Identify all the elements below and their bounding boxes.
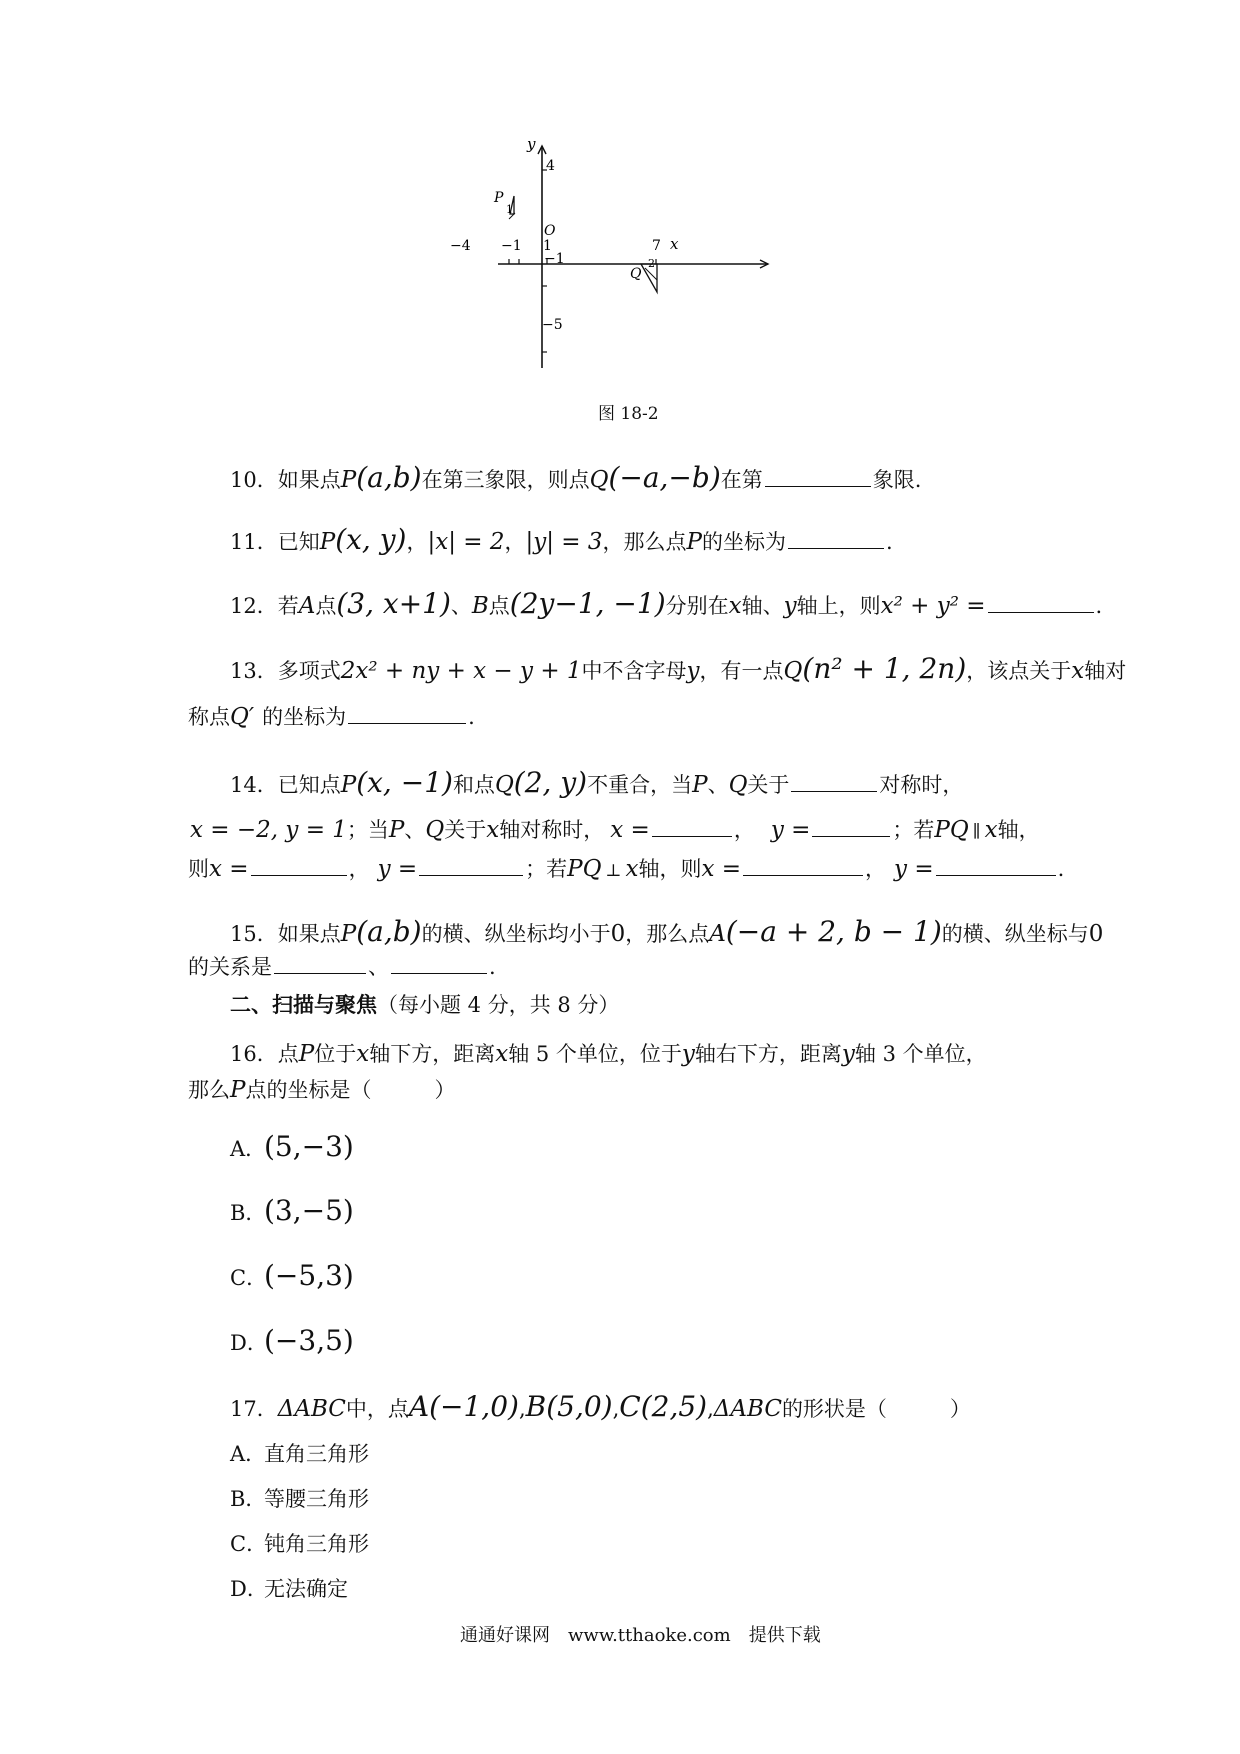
q14-blank-y-perp[interactable] — [936, 857, 1056, 876]
q14-l3-x-eq2: x = — [701, 856, 742, 882]
q10-text-4: 象限. — [872, 468, 922, 492]
q14-l2-text-c: 、 — [404, 818, 426, 842]
q14-text-4: 、 — [707, 773, 729, 797]
question-15-cont — [188, 955, 496, 978]
q14-blank-y-sym[interactable] — [812, 818, 890, 837]
q14-l2-pq: PQ — [934, 817, 969, 843]
q17-point-b: B(5,0) — [525, 1390, 613, 1423]
q14-l3-text-d: 轴，则 — [638, 857, 702, 881]
q16-option-d[interactable] — [230, 1324, 354, 1357]
q11-end: . — [886, 530, 893, 554]
q13-text-4: ，该点关于 — [966, 659, 1072, 683]
q16-option-b-value: (3,−5) — [264, 1194, 354, 1227]
q14-args-2: (2, y) — [513, 766, 588, 799]
q14-text-3: 不重合，当 — [587, 773, 693, 797]
q16-option-a-value: (5,−3) — [264, 1130, 354, 1163]
q16-option-c-value: (−5,3) — [264, 1259, 354, 1292]
q14-blank-x-sym[interactable] — [652, 818, 732, 837]
q16-option-b-label: B． — [230, 1201, 267, 1225]
q14-l2-x2: x — [984, 817, 998, 843]
q10-text-1: 如果点 — [277, 468, 341, 492]
q16-x2: x — [495, 1041, 509, 1067]
question-10 — [230, 461, 922, 494]
q15-zero: 0 — [610, 921, 626, 947]
q13-point-q-prime: Q′ — [230, 704, 255, 730]
q14-l2-text-d: 关于 — [444, 818, 487, 842]
question-14-line-3 — [188, 857, 1064, 881]
q12-text-1: 若 — [277, 594, 299, 618]
q14-number: 14． — [230, 773, 278, 797]
q16-text-3: 轴下方，距离 — [369, 1042, 496, 1066]
point-label-q: Q — [630, 266, 642, 282]
q16-point-p: P — [298, 1041, 315, 1067]
q15-point-a: A — [709, 921, 726, 947]
q14-l3-x: x — [625, 856, 639, 882]
q14-l3-text-b: ， — [348, 857, 370, 881]
q16-option-d-value: (−3,5) — [264, 1324, 354, 1357]
q14-point-p: P — [340, 772, 357, 798]
q17-option-c-label: C． — [230, 1532, 268, 1556]
q13-point-q: Q — [783, 658, 803, 684]
q11-abs-y: |y| = 3 — [525, 529, 603, 555]
q14-l2-text-f: ， — [733, 818, 755, 842]
q11-answer-blank[interactable] — [788, 530, 884, 549]
question-17 — [230, 1390, 971, 1423]
section-2-title: 二、扫描与聚焦 — [230, 993, 377, 1017]
q14-blank-y-par[interactable] — [419, 857, 523, 876]
point-label-one: 1 — [506, 203, 513, 216]
q12-text-5: 分别在 — [665, 594, 729, 618]
q17-option-d[interactable] — [230, 1579, 348, 1600]
question-16-cont — [188, 1079, 455, 1102]
q17-option-a-value: 直角三角形 — [264, 1442, 369, 1466]
q17-point-a: A(−1,0) — [408, 1390, 519, 1423]
q12-text-7: 轴上，则 — [796, 594, 881, 618]
q14-l2-y-eq: y = — [770, 817, 811, 843]
q11-text-2: ，那么点 — [602, 530, 687, 554]
q14-l2-text-b: ；当 — [346, 818, 389, 842]
q14-l2-x: x — [486, 817, 500, 843]
q16-option-c-label: C． — [230, 1266, 268, 1290]
q14-l3-text-a: 则 — [188, 857, 209, 881]
section-2-heading — [230, 995, 619, 1016]
y-tick-label-neg5: −5 — [542, 317, 563, 333]
q12-text-3: 、 — [450, 594, 472, 618]
page-footer: 通通好课网 www.tthaoke.com 提供下载 — [460, 1625, 821, 1646]
y-tick-label-neg1: −1 — [544, 251, 565, 267]
q15-text-1: 如果点 — [277, 922, 341, 946]
q12-text-4: 点 — [488, 594, 510, 618]
q13-text-3: ，有一点 — [699, 659, 784, 683]
q10-point-q: Q — [589, 467, 609, 493]
q17-triangle-2: ΔABC — [713, 1396, 782, 1422]
q16-option-b[interactable] — [230, 1194, 354, 1227]
question-16 — [230, 1043, 987, 1066]
q15-blank-1[interactable] — [274, 955, 366, 974]
q14-l3-text-e: ， — [865, 857, 887, 881]
figure-caption: 图 18-2 — [598, 404, 659, 424]
q14-l3-x-eq: x = — [209, 856, 249, 882]
q10-text-2: 在第三象限，则点 — [421, 468, 590, 492]
q17-option-b-value: 等腰三角形 — [264, 1487, 369, 1511]
q15-blank-2[interactable] — [391, 955, 487, 974]
x-tick-label-1: 1 — [543, 238, 552, 254]
question-15 — [230, 915, 1104, 948]
q16-text-2: 位于 — [314, 1042, 357, 1066]
q17-comma-2: , — [612, 1397, 620, 1421]
q13-text-1: 多项式 — [277, 659, 341, 683]
q16-x: x — [356, 1041, 370, 1067]
q17-option-c-value: 钝角三角形 — [264, 1532, 369, 1556]
q13-y: y — [686, 658, 700, 684]
q15-zero-2: 0 — [1088, 921, 1104, 947]
q11-text-1: 已知 — [277, 530, 320, 554]
question-13-cont — [188, 705, 475, 729]
q17-number: 17． — [230, 1397, 278, 1421]
q15-end: . — [489, 955, 496, 979]
q11-point-p: P — [319, 529, 336, 555]
q16-y: y — [681, 1041, 695, 1067]
q11-args: (x, y) — [335, 523, 407, 556]
question-12 — [230, 587, 1103, 620]
q12-end: . — [1095, 594, 1103, 618]
q12-x: x — [728, 593, 742, 619]
question-14-line-2 — [190, 818, 1040, 842]
q10-args-2: (−a,−b) — [608, 461, 721, 494]
q13-end: . — [468, 705, 475, 729]
q14-blank-axis[interactable] — [791, 773, 877, 792]
q12-text-6: 轴、 — [741, 594, 784, 618]
q16-option-c[interactable] — [230, 1259, 354, 1292]
q14-text-1: 已知点 — [277, 773, 341, 797]
q14-perpendicular-symbol: ⊥ — [605, 861, 622, 881]
q16-number: 16． — [230, 1042, 278, 1066]
q12-number: 12． — [230, 594, 278, 618]
point-label-p: P — [494, 190, 504, 206]
q17-option-b[interactable] — [230, 1489, 369, 1510]
q14-l2-point-q: Q — [425, 817, 445, 843]
q15-args-2: (−a + 2, b − 1) — [725, 915, 942, 948]
coordinate-plane — [450, 135, 780, 380]
q14-point-q: Q — [494, 772, 514, 798]
q15-args-1: (a,b) — [356, 915, 422, 948]
q13-text-6: 称点 — [188, 705, 230, 729]
q14-l2-text-g: ；若 — [892, 818, 935, 842]
q17-point-c: C(2,5) — [619, 1390, 708, 1423]
y-tick-label-4: 4 — [546, 158, 555, 174]
section-2-note: （每小题 4 分，共 8 分） — [377, 993, 620, 1017]
q14-args-1: (x, −1) — [356, 766, 453, 799]
q12-y: y — [783, 593, 797, 619]
q16-option-a[interactable] — [230, 1130, 354, 1163]
q16-y2: y — [841, 1041, 855, 1067]
q12-point-a: A — [298, 593, 316, 619]
q16-point-p2: P — [230, 1077, 246, 1103]
q12-args-1: (3, x+1) — [336, 587, 451, 620]
q17-option-a[interactable] — [230, 1444, 369, 1465]
q14-point-q2: Q — [728, 772, 748, 798]
q14-l3-text-c: ；若 — [525, 857, 568, 881]
q14-l2-text-e: 轴对称时， — [499, 818, 605, 842]
q13-polynomial: 2x² + ny + x − y + 1 — [340, 658, 582, 684]
q17-text-1: 中，点 — [345, 1397, 409, 1421]
q10-number: 10． — [230, 468, 278, 492]
q14-blank-x-perp[interactable] — [743, 857, 863, 876]
q17-option-d-label: D． — [230, 1577, 268, 1601]
q14-l2-x-eq: x = — [610, 817, 650, 843]
question-14 — [230, 766, 964, 799]
coordinate-figure — [450, 135, 780, 380]
q17-triangle-1: ΔABC — [277, 1396, 346, 1422]
q13-text-2: 中不含字母 — [581, 659, 687, 683]
q16-text-6: 轴 3 个单位， — [854, 1042, 987, 1066]
q14-text-5: 关于 — [747, 773, 790, 797]
q16-option-a-label: A． — [230, 1137, 267, 1161]
q14-text-6: 对称时， — [879, 773, 964, 797]
q17-option-b-label: B． — [230, 1487, 267, 1511]
q11-number: 11． — [230, 530, 278, 554]
q17-option-a-label: A． — [230, 1442, 267, 1466]
q10-answer-blank[interactable] — [765, 468, 871, 487]
x-tick-label-neg4: −4 — [450, 238, 471, 254]
x-tick-label-7: 7 — [652, 238, 661, 254]
q11-abs-x: |x| = 2 — [427, 529, 505, 555]
q13-number: 13． — [230, 659, 278, 683]
q16-text-4: 轴 5 个单位，位于 — [508, 1042, 682, 1066]
q17-option-c[interactable] — [230, 1534, 369, 1555]
q14-l3-y-eq2: y = — [894, 856, 934, 882]
q12-expr: x² + y² = — [880, 593, 986, 619]
q11-sep: ， — [406, 530, 428, 554]
q16-text-7: 那么 — [188, 1078, 230, 1102]
q14-given-values: x = −2, y = 1 — [190, 817, 347, 843]
q11-comma: ， — [504, 530, 526, 554]
q14-point-p2: P — [692, 772, 708, 798]
q14-l3-y-eq: y = — [377, 856, 418, 882]
q17-option-d-value: 无法确定 — [264, 1577, 348, 1601]
q13-x: x — [1071, 658, 1085, 684]
q15-text-2: 的横、纵坐标均小于 — [421, 922, 611, 946]
point-label-two: 2 — [648, 257, 655, 270]
q13-text-5: 轴对 — [1084, 659, 1127, 683]
question-11 — [230, 523, 893, 556]
q10-point-p: P — [340, 467, 357, 493]
q14-l2-text-h: 轴， — [997, 818, 1040, 842]
q17-comma-3: , — [707, 1397, 714, 1421]
origin-label: O — [544, 223, 556, 239]
q14-text-2: 和点 — [452, 773, 495, 797]
q12-text-2: 点 — [315, 594, 337, 618]
q12-args-2: (2y−1, −1) — [509, 587, 666, 620]
q15-text-3: ，那么点 — [625, 922, 710, 946]
q13-text-7: 的坐标为 — [262, 705, 347, 729]
q12-answer-blank[interactable] — [988, 594, 1094, 613]
q15-point-p: P — [340, 921, 357, 947]
q16-text-5: 轴右下方，距离 — [694, 1042, 842, 1066]
q16-text-8: 点的坐标是（ ） — [245, 1078, 456, 1102]
q15-text-4: 的横、纵坐标与 — [941, 922, 1089, 946]
q17-comma-1: , — [518, 1397, 526, 1421]
q12-point-b: B — [471, 593, 489, 619]
q14-end: . — [1057, 857, 1065, 881]
q17-text-2: 的形状是（ ） — [781, 1397, 971, 1421]
x-tick-label-neg1: −1 — [501, 238, 522, 254]
q15-number: 15． — [230, 922, 278, 946]
q16-option-d-label: D． — [230, 1331, 268, 1355]
q15-sep: 、 — [368, 955, 389, 979]
q13-answer-blank[interactable] — [348, 705, 466, 724]
q10-args-1: (a,b) — [356, 461, 422, 494]
q15-text-5: 的关系是 — [188, 955, 272, 979]
y-axis-label: y — [527, 135, 536, 153]
q16-text-1: 点 — [277, 1042, 299, 1066]
q14-l3-pq: PQ — [567, 856, 602, 882]
q14-blank-x-par[interactable] — [251, 857, 347, 876]
q14-parallel-symbol: ∥ — [972, 822, 981, 842]
q14-l2-point-p: P — [388, 817, 405, 843]
x-axis-label: x — [670, 235, 679, 253]
q10-text-3: 在第 — [720, 468, 763, 492]
q11-text-3: 的坐标为 — [702, 530, 786, 554]
q11-point-p2: P — [686, 529, 702, 555]
q13-args: (n² + 1, 2n) — [802, 652, 967, 685]
question-13 — [230, 652, 1127, 685]
